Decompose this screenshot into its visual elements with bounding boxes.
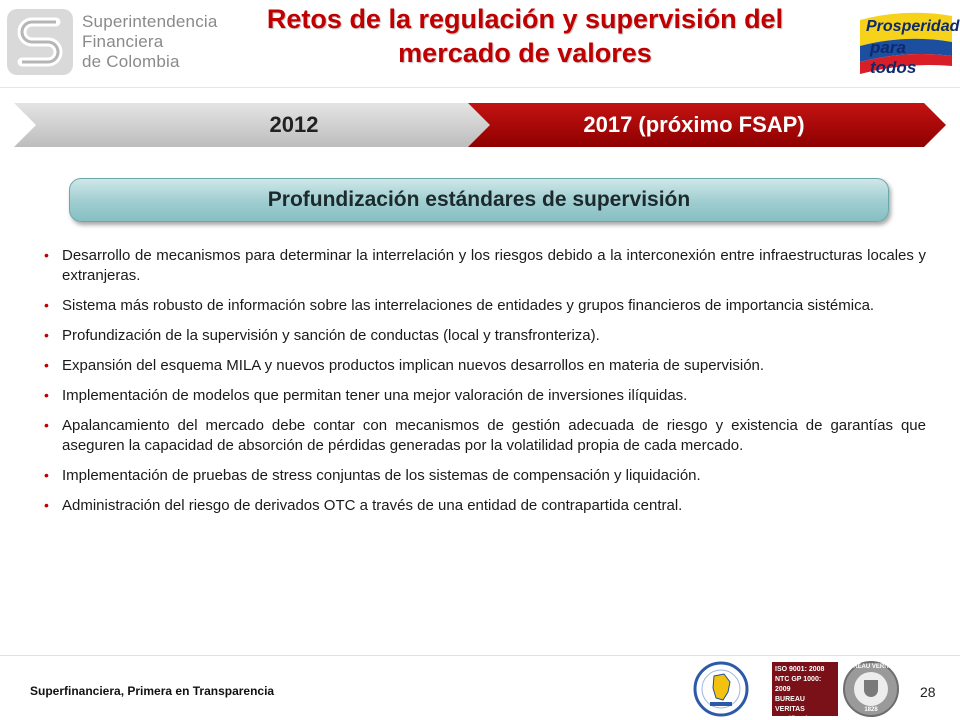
list-item — [44, 466, 926, 486]
footer-tagline: Superfinanciera, Primera en Transparencia — [30, 684, 275, 698]
certification-badges — [690, 660, 900, 718]
list-item-text: Profundización de la supervisión y sanción de conductas (local y transfronteriza). — [62, 327, 600, 344]
prosperidad-logo — [856, 6, 960, 78]
bureau-veritas-seal-year: 1828 — [864, 707, 878, 713]
bullet-list — [44, 246, 926, 526]
list-item-text: Apalancamiento del mercado debe contar con mecanismos de gestión adecuada de riesgo y existencia de garantías que aseguren la capacidad de absorción de pérdidas generadas por la volatilidad propia de cada mercado. — [62, 417, 926, 454]
bullet-icon: • — [44, 497, 49, 513]
timeline-left-label: 2012 — [269, 112, 319, 137]
sfc-logo-mark-icon — [6, 8, 74, 76]
timeline-band — [14, 103, 946, 147]
bullet-icon: • — [44, 357, 49, 373]
prosperidad-logo-line-1: Prosperidad — [866, 18, 960, 35]
sfc-logo-line-2: Financiera — [82, 32, 164, 51]
iso-badge-line-4: Certification — [775, 716, 816, 720]
list-item-text: Expansión del esquema MILA y nuevos productos implican nuevos desarrollos en materia de supervisión. — [62, 357, 765, 374]
iso-badge-line-1: ISO 9001: 2008 — [775, 666, 825, 673]
list-item-text: Implementación de pruebas de stress conjuntas de los sistemas de compensación y liquidación. — [62, 467, 701, 484]
list-item-text: Administración del riesgo de derivados OTC a través de una entidad de contrapartida central. — [62, 497, 683, 514]
bullet-icon: • — [44, 327, 49, 343]
list-item — [44, 246, 926, 286]
list-item — [44, 326, 926, 346]
page-number: 28 — [920, 684, 936, 700]
list-item — [44, 386, 926, 406]
section-heading-pill — [69, 178, 889, 222]
list-item — [44, 356, 926, 376]
slide-title-line-1: Retos de la regulación y supervisión del — [266, 4, 784, 34]
list-item — [44, 416, 926, 456]
list-item — [44, 496, 926, 516]
list-item-text: Desarrollo de mecanismos para determinar la interrelación y los riesgos debido a la interconexión entre infraestructuras locales y extranjeras. — [62, 247, 926, 284]
bureau-veritas-seal-text: BUREAU VERITAS — [844, 664, 898, 670]
sfc-logo-line-1: Superintendencia — [82, 12, 218, 31]
list-item-text: Sistema más robusto de información sobre las interrelaciones de entidades y grupos financieros de importancia sistémica. — [62, 297, 875, 314]
prosperidad-logo-line-2: para todos — [870, 38, 917, 77]
bullet-icon: • — [44, 387, 49, 403]
bullet-icon: • — [44, 247, 49, 263]
bullet-icon: • — [44, 467, 49, 483]
list-item-text: Implementación de modelos que permitan tener una mejor valoración de inversiones ilíquidas. — [62, 387, 688, 404]
header-divider — [0, 87, 960, 88]
footer-divider — [0, 655, 960, 656]
timeline-right-label: 2017 (próximo FSAP) — [583, 112, 805, 137]
bullet-icon: • — [44, 297, 49, 313]
section-heading: Profundización estándares de supervisión — [267, 188, 691, 211]
colombia-certification-seal-icon — [690, 660, 752, 718]
bullet-icon: • — [44, 417, 49, 433]
slide-title — [230, 2, 820, 70]
sfc-logo — [6, 8, 221, 76]
iso-badge-line-2: NTC GP 1000: 2009 — [775, 676, 822, 693]
sfc-logo-line-3: de Colombia — [82, 52, 180, 71]
iso-badge-line-3: BUREAU VERITAS — [775, 696, 805, 713]
iso-badge — [772, 662, 838, 720]
bureau-veritas-seal — [842, 660, 900, 718]
slide-title-line-2: mercado de valores — [398, 38, 652, 68]
list-item — [44, 296, 926, 316]
